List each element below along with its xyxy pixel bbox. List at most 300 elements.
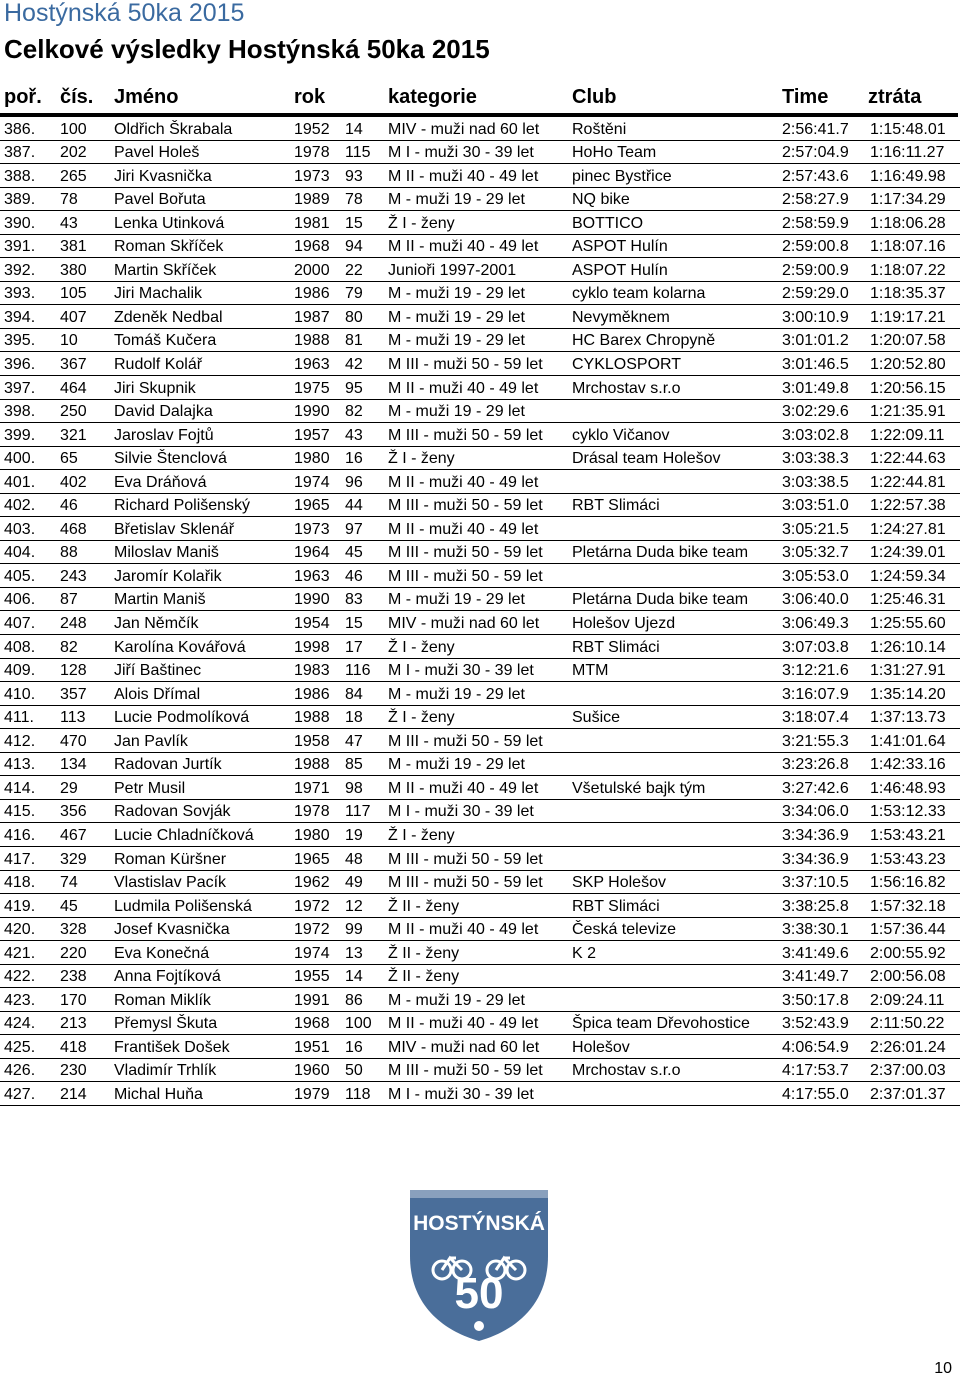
table-row (0, 611, 960, 635)
cell-gap: 1:18:35.37 (870, 285, 946, 303)
cell-number: 402 (60, 473, 87, 491)
cell-club: cyklo Vičanov (572, 426, 670, 444)
cell-category-label: M - muži 19 - 29 let (388, 285, 525, 303)
table-row (0, 965, 960, 989)
table-row (0, 352, 960, 376)
cell-year: 1998 (294, 638, 330, 656)
table-row (0, 470, 960, 494)
cell-name: Zdeněk Nedbal (114, 308, 223, 326)
cell-category-number: 44 (345, 497, 363, 515)
cell-time: 2:58:59.9 (782, 214, 849, 232)
cell-position: 405. (4, 567, 36, 585)
table-row (0, 517, 960, 541)
cell-name: Roman Küršner (114, 850, 227, 868)
cell-gap: 1:18:06.28 (870, 214, 946, 232)
cell-name: Pavel Bořuta (114, 191, 206, 209)
cell-gap: 1:20:52.80 (870, 356, 946, 374)
cell-gap: 1:53:43.21 (870, 826, 946, 844)
cell-gap: 1:20:56.15 (870, 379, 946, 397)
cell-category-number: 80 (345, 308, 363, 326)
cell-category-label: M I - muži 30 - 39 let (388, 662, 534, 680)
cell-position: 415. (4, 803, 36, 821)
cell-category-number: 13 (345, 944, 363, 962)
cell-category-label: Ž II - ženy (388, 944, 460, 962)
cell-time: 4:17:55.0 (782, 1085, 849, 1103)
cell-gap: 1:17:34.29 (870, 191, 946, 209)
cell-category-label: M II - muži 40 - 49 let (388, 520, 539, 538)
cell-year: 1990 (294, 403, 330, 421)
cell-number: 29 (60, 779, 78, 797)
cell-year: 1963 (294, 567, 330, 585)
table-row (0, 659, 960, 683)
cell-year: 1988 (294, 756, 330, 774)
cell-gap: 1:21:35.91 (870, 403, 946, 421)
cell-year: 1983 (294, 662, 330, 680)
cell-time: 3:05:32.7 (782, 544, 849, 562)
cell-number: 213 (60, 1015, 87, 1033)
cell-name: Jiri Machalik (114, 285, 203, 303)
cell-category-number: 14 (345, 968, 363, 986)
cell-gap: 1:22:57.38 (870, 497, 946, 515)
logo-word: HOSTÝNSKÁ (413, 1212, 545, 1235)
cell-time: 4:06:54.9 (782, 1038, 849, 1056)
cell-category-number: 79 (345, 285, 363, 303)
cell-gap: 1:53:12.33 (870, 803, 946, 821)
cell-year: 1968 (294, 238, 330, 256)
cell-category-number: 16 (345, 1038, 363, 1056)
cell-category-number: 43 (345, 426, 363, 444)
cell-time: 3:37:10.5 (782, 874, 849, 892)
cell-category-label: M - muži 19 - 29 let (388, 403, 525, 421)
cell-time: 3:05:21.5 (782, 520, 849, 538)
cell-number: 46 (60, 497, 78, 515)
cell-position: 389. (4, 191, 36, 209)
table-row (0, 753, 960, 777)
cell-category-number: 117 (345, 803, 371, 821)
table-row (0, 141, 960, 165)
cell-category-number: 14 (345, 120, 363, 138)
cell-year: 1974 (294, 473, 330, 491)
cell-category-number: 99 (345, 921, 363, 939)
page-title: Celkové výsledky Hostýnská 50ka 2015 (4, 34, 490, 64)
cell-gap: 1:25:55.60 (870, 615, 946, 633)
table-row (0, 776, 960, 800)
cell-category-number: 93 (345, 167, 363, 185)
cell-name: Tomáš Kučera (114, 332, 217, 350)
cell-name: Jan Němčík (114, 615, 199, 633)
cell-name: Jiri Skupnik (114, 379, 196, 397)
cell-number: 329 (60, 850, 87, 868)
cell-time: 3:21:55.3 (782, 732, 849, 750)
cell-year: 1988 (294, 709, 330, 727)
cell-name: Vlastislav Pacík (114, 874, 227, 892)
cell-club: Mrchostav s.r.o (572, 1062, 681, 1080)
cell-gap: 1:22:44.63 (870, 450, 946, 468)
table-row (0, 541, 960, 565)
cell-year: 1955 (294, 968, 330, 986)
cell-time: 3:38:25.8 (782, 897, 849, 915)
cell-name: Jaroslav Fojtů (114, 426, 214, 444)
cell-gap: 1:16:11.27 (870, 144, 945, 162)
cell-number: 82 (60, 638, 78, 656)
cell-position: 401. (4, 473, 36, 491)
cell-club: MTM (572, 662, 609, 680)
cell-category-number: 19 (345, 826, 363, 844)
cell-gap: 1:26:10.14 (870, 638, 946, 656)
cell-gap: 1:25:46.31 (870, 591, 946, 609)
cell-name: Richard Polišenský (114, 497, 251, 515)
cell-position: 399. (4, 426, 36, 444)
table-row (0, 729, 960, 753)
cell-category-number: 22 (345, 261, 363, 279)
cell-position: 427. (4, 1085, 36, 1103)
table-row (0, 164, 960, 188)
table-row (0, 376, 960, 400)
cell-gap: 1:31:27.91 (870, 662, 946, 680)
cell-position: 416. (4, 826, 36, 844)
cell-club: Drásal team Holešov (572, 450, 721, 468)
cell-year: 1980 (294, 826, 330, 844)
cell-number: 357 (60, 685, 87, 703)
cell-position: 414. (4, 779, 36, 797)
cell-year: 1971 (294, 779, 330, 797)
page-number: 10 (934, 1360, 952, 1377)
cell-gap: 1:22:44.81 (870, 473, 946, 491)
cell-gap: 1:22:09.11 (870, 426, 945, 444)
cell-year: 1954 (294, 615, 330, 633)
cell-club: K 2 (572, 944, 597, 962)
cell-year: 1986 (294, 685, 330, 703)
cell-year: 1957 (294, 426, 330, 444)
cell-name: Radovan Sovják (114, 803, 231, 821)
cell-name: Anna Fojtíková (114, 968, 221, 986)
cell-gap: 2:26:01.24 (870, 1038, 946, 1056)
cell-category-number: 48 (345, 850, 363, 868)
cell-category-label: Ž I - ženy (388, 214, 455, 232)
cell-category-number: 96 (345, 473, 363, 491)
cell-position: 419. (4, 897, 36, 915)
cell-number: 74 (60, 874, 78, 892)
cell-time: 3:27:42.6 (782, 779, 849, 797)
table-row (0, 847, 960, 871)
cell-category-label: M - muži 19 - 29 let (388, 191, 525, 209)
cell-time: 3:34:36.9 (782, 850, 849, 868)
cell-position: 424. (4, 1015, 36, 1033)
cell-category-label: M - muži 19 - 29 let (388, 756, 525, 774)
cell-category-label: M III - muži 50 - 59 let (388, 874, 543, 892)
cell-position: 418. (4, 874, 36, 892)
cell-year: 1951 (294, 1038, 330, 1056)
cell-position: 391. (4, 238, 36, 256)
cell-position: 394. (4, 308, 36, 326)
cell-gap: 1:20:07.58 (870, 332, 946, 350)
cell-position: 388. (4, 167, 36, 185)
cell-number: 265 (60, 167, 87, 185)
cell-category-number: 86 (345, 991, 363, 1009)
cell-number: 105 (60, 285, 87, 303)
cell-number: 10 (60, 332, 78, 350)
cell-year: 1981 (294, 214, 330, 232)
table-row (0, 235, 960, 259)
cell-club: Nevyměknem (572, 308, 670, 326)
table-row (0, 918, 960, 942)
cell-time: 3:34:06.0 (782, 803, 849, 821)
cell-year: 1990 (294, 591, 330, 609)
cell-time: 3:03:02.8 (782, 426, 849, 444)
cell-number: 220 (60, 944, 87, 962)
header-gap: ztráta (868, 86, 922, 108)
cell-time: 2:56:41.7 (782, 120, 849, 138)
cell-category-label: Ž I - ženy (388, 709, 455, 727)
cell-name: Roman Skříček (114, 238, 224, 256)
cell-club: Všetulské bajk tým (572, 779, 706, 797)
cell-gap: 2:09:24.11 (870, 991, 945, 1009)
cell-position: 392. (4, 261, 36, 279)
cell-category-number: 12 (345, 897, 363, 915)
cell-name: Alois Dřímal (114, 685, 201, 703)
cell-name: Jiří Baštinec (114, 662, 202, 680)
cell-club: CYKLOSPORT (572, 356, 682, 374)
cell-category-number: 118 (345, 1085, 371, 1103)
cell-name: Martin Skříček (114, 261, 217, 279)
cell-year: 1978 (294, 144, 330, 162)
cell-club: Česká televize (572, 921, 677, 939)
cell-position: 411. (4, 709, 34, 727)
cell-year: 1974 (294, 944, 330, 962)
cell-name: Břetislav Sklenář (114, 520, 235, 538)
cell-club: BOTTICO (572, 214, 644, 232)
results-table (0, 117, 960, 1106)
cell-category-number: 100 (345, 1015, 372, 1033)
cell-time: 3:18:07.4 (782, 709, 849, 727)
cell-number: 328 (60, 921, 87, 939)
cell-number: 170 (60, 991, 87, 1009)
cell-year: 2000 (294, 261, 330, 279)
cell-year: 1978 (294, 803, 330, 821)
cell-club: Špica team Dřevohostice (572, 1015, 750, 1033)
cell-name: Martin Maniš (114, 591, 206, 609)
cell-gap: 2:00:55.92 (870, 944, 946, 962)
cell-position: 387. (4, 144, 36, 162)
cell-name: Karolína Kovářová (114, 638, 246, 656)
cell-gap: 1:15:48.01 (870, 120, 946, 138)
cell-gap: 1:24:39.01 (870, 544, 946, 562)
cell-category-label: MIV - muži nad 60 let (388, 615, 540, 633)
cell-category-label: Ž II - ženy (388, 897, 460, 915)
cell-gap: 1:18:07.16 (870, 238, 946, 256)
cell-position: 421. (4, 944, 36, 962)
cell-number: 464 (60, 379, 87, 397)
cell-time: 2:57:04.9 (782, 144, 849, 162)
cell-number: 467 (60, 826, 87, 844)
table-row (0, 706, 960, 730)
table-row (0, 447, 960, 471)
cell-name: Jan Pavlík (114, 732, 188, 750)
cell-position: 413. (4, 756, 36, 774)
cell-position: 409. (4, 662, 36, 680)
cell-club: ASPOT Hulín (572, 261, 668, 279)
cell-category-number: 95 (345, 379, 363, 397)
header-club: Club (572, 86, 617, 108)
cell-time: 4:17:53.7 (782, 1062, 849, 1080)
cell-position: 400. (4, 450, 36, 468)
cell-gap: 2:37:01.37 (870, 1085, 946, 1103)
cell-year: 1972 (294, 897, 330, 915)
cell-name: Petr Musil (114, 779, 186, 797)
table-row (0, 682, 960, 706)
cell-club: RBT Slimáci (572, 497, 660, 515)
table-row (0, 329, 960, 353)
cell-name: Oldřich Škrabala (114, 120, 233, 138)
cell-time: 3:03:38.5 (782, 473, 849, 491)
cell-category-label: M I - muži 30 - 39 let (388, 144, 534, 162)
cell-category-number: 15 (345, 615, 363, 633)
cell-number: 100 (60, 120, 87, 138)
cell-gap: 1:41:01.64 (870, 732, 946, 750)
header-name: Jméno (114, 86, 179, 108)
table-row (0, 1082, 960, 1106)
cell-name: Vladimír Trhlík (114, 1062, 217, 1080)
cell-time: 2:59:29.0 (782, 285, 849, 303)
cell-time: 3:52:43.9 (782, 1015, 849, 1033)
cell-club: ASPOT Hulín (572, 238, 668, 256)
cell-number: 65 (60, 450, 78, 468)
cell-number: 248 (60, 615, 87, 633)
cell-club: RBT Slimáci (572, 638, 660, 656)
cell-gap: 1:18:07.22 (870, 261, 946, 279)
cell-position: 412. (4, 732, 36, 750)
cell-category-label: M II - muži 40 - 49 let (388, 238, 539, 256)
cell-name: Jiri Kvasnička (114, 167, 212, 185)
cell-position: 398. (4, 403, 36, 421)
header-number: čís. (60, 86, 94, 108)
cell-time: 3:38:30.1 (782, 921, 849, 939)
table-row (0, 871, 960, 895)
table-row (0, 941, 960, 965)
cell-category-label: M III - muži 50 - 59 let (388, 426, 543, 444)
cell-number: 43 (60, 214, 78, 232)
cell-category-label: M III - muži 50 - 59 let (388, 356, 543, 374)
table-row (0, 188, 960, 212)
cell-category-number: 97 (345, 520, 363, 538)
cell-year: 1965 (294, 497, 330, 515)
cell-number: 230 (60, 1062, 87, 1080)
cell-category-label: Ž I - ženy (388, 638, 455, 656)
cell-category-number: 116 (345, 662, 371, 680)
cell-club: Roštěni (572, 120, 627, 138)
cell-category-label: Ž I - ženy (388, 826, 455, 844)
cell-gap: 1:56:16.82 (870, 874, 946, 892)
cell-year: 1962 (294, 874, 330, 892)
cell-year: 1958 (294, 732, 330, 750)
cell-category-label: M II - muži 40 - 49 let (388, 379, 539, 397)
cell-category-label: M I - muži 30 - 39 let (388, 1085, 534, 1103)
cell-category-number: 42 (345, 356, 363, 374)
cell-name: Eva Konečná (114, 944, 210, 962)
cell-category-number: 94 (345, 238, 363, 256)
table-row (0, 635, 960, 659)
cell-year: 1964 (294, 544, 330, 562)
cell-time: 2:57:43.6 (782, 167, 849, 185)
cell-time: 3:03:38.3 (782, 450, 849, 468)
cell-category-label: M - muži 19 - 29 let (388, 332, 525, 350)
cell-position: 396. (4, 356, 36, 374)
cell-position: 408. (4, 638, 36, 656)
cell-club: Pletárna Duda bike team (572, 591, 749, 609)
cell-name: Roman Miklík (114, 991, 211, 1009)
cell-position: 410. (4, 685, 36, 703)
cell-category-label: Junioři 1997-2001 (388, 261, 517, 279)
cell-name: Lucie Chladníčková (114, 826, 254, 844)
cell-name: Radovan Jurtík (114, 756, 222, 774)
cell-position: 395. (4, 332, 36, 350)
cell-year: 1973 (294, 167, 330, 185)
cell-gap: 1:35:14.20 (870, 685, 946, 703)
cell-gap: 1:42:33.16 (870, 756, 946, 774)
cell-time: 3:50:17.8 (782, 991, 849, 1009)
cell-club: cyklo team kolarna (572, 285, 706, 303)
table-row (0, 1012, 960, 1036)
results-table-header (0, 86, 960, 112)
cell-category-label: M III - muži 50 - 59 let (388, 732, 543, 750)
cell-number: 202 (60, 144, 87, 162)
cell-gap: 2:37:00.03 (870, 1062, 946, 1080)
logo-number: 50 (454, 1269, 504, 1318)
cell-time: 3:03:51.0 (782, 497, 849, 515)
cell-club: Holešov (572, 1038, 630, 1056)
cell-year: 1980 (294, 450, 330, 468)
cell-category-label: M II - muži 40 - 49 let (388, 167, 539, 185)
cell-year: 1989 (294, 191, 330, 209)
cell-category-label: M II - muži 40 - 49 let (388, 779, 539, 797)
cell-category-number: 83 (345, 591, 363, 609)
cell-year: 1963 (294, 356, 330, 374)
cell-time: 3:06:49.3 (782, 615, 849, 633)
cell-club: Holešov Ujezd (572, 615, 676, 633)
cell-gap: 1:53:43.23 (870, 850, 946, 868)
table-row (0, 494, 960, 518)
cell-number: 407 (60, 308, 87, 326)
cell-category-number: 82 (345, 403, 363, 421)
cell-category-label: Ž II - ženy (388, 968, 460, 986)
table-row (0, 894, 960, 918)
cell-time: 2:59:00.9 (782, 261, 849, 279)
cell-time: 3:00:10.9 (782, 308, 849, 326)
cell-name: Michal Huňa (114, 1085, 203, 1103)
cell-position: 393. (4, 285, 36, 303)
cell-name: Jaromír Kolařik (114, 567, 222, 585)
cell-name: Silvie Štenclová (114, 450, 227, 468)
cell-number: 87 (60, 591, 78, 609)
cell-category-label: M - muži 19 - 29 let (388, 591, 525, 609)
cell-name: Rudolf Kolář (114, 356, 203, 374)
table-row (0, 423, 960, 447)
header-category: kategorie (388, 86, 477, 108)
table-row (0, 588, 960, 612)
cell-category-number: 84 (345, 685, 363, 703)
header-time: Time (782, 86, 829, 108)
cell-position: 420. (4, 921, 36, 939)
cell-number: 356 (60, 803, 87, 821)
cell-gap: 1:46:48.93 (870, 779, 946, 797)
cell-club: HoHo Team (572, 144, 657, 162)
cell-gap: 1:57:32.18 (870, 897, 946, 915)
cell-number: 113 (60, 709, 86, 727)
table-row (0, 1059, 960, 1083)
cell-position: 422. (4, 968, 36, 986)
cell-position: 425. (4, 1038, 36, 1056)
cell-category-number: 45 (345, 544, 363, 562)
